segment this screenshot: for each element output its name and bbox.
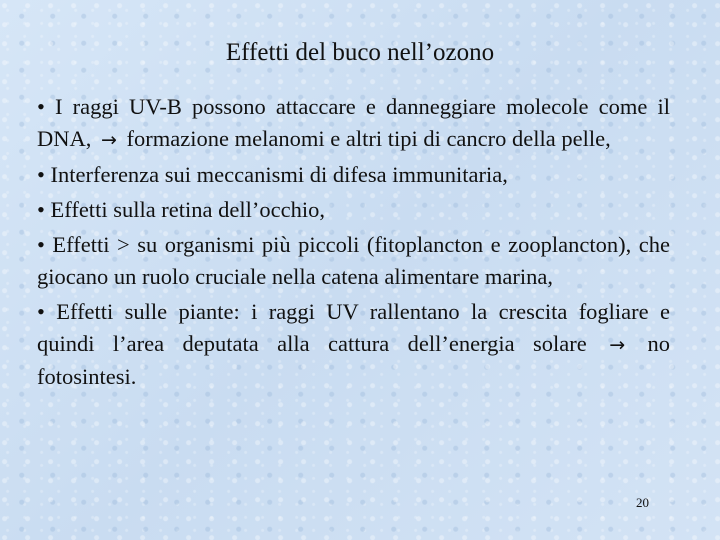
bullet-plants: [37, 296, 670, 393]
bullet-text: • Effetti sulle piante: i raggi UV rallentano la crescita fogliare e quindi l’area deputata alla cattura dell’energia solare: [37, 299, 670, 356]
bullet-immune: • Interferenza sui meccanismi di difesa immunitaria,: [37, 162, 508, 187]
slide-title: Effetti del buco nell’ozono: [225, 39, 495, 66]
bullet-text: • I raggi UV-B possono attaccare e danneggiare molecole come il DNA,: [37, 94, 670, 151]
page-number: 20: [636, 495, 649, 510]
bullet-text: no fotosintesi.: [37, 331, 671, 389]
right-arrow-icon: →: [101, 129, 117, 151]
slide-body: [37, 91, 670, 396]
right-arrow-icon: →: [609, 334, 626, 356]
bullet-text: formazione melanomi e altri tipi di cancro della pelle,: [126, 126, 611, 151]
bullet-retina: • Effetti sulla retina dell’occhio,: [37, 197, 325, 222]
bullet-organisms: • Effetti > su organismi più piccoli (fitoplancton e zooplancton), che giocano un ruolo cruciale nella catena alimentare marina,: [37, 232, 670, 289]
bullet-uvb-dna: [37, 91, 670, 156]
